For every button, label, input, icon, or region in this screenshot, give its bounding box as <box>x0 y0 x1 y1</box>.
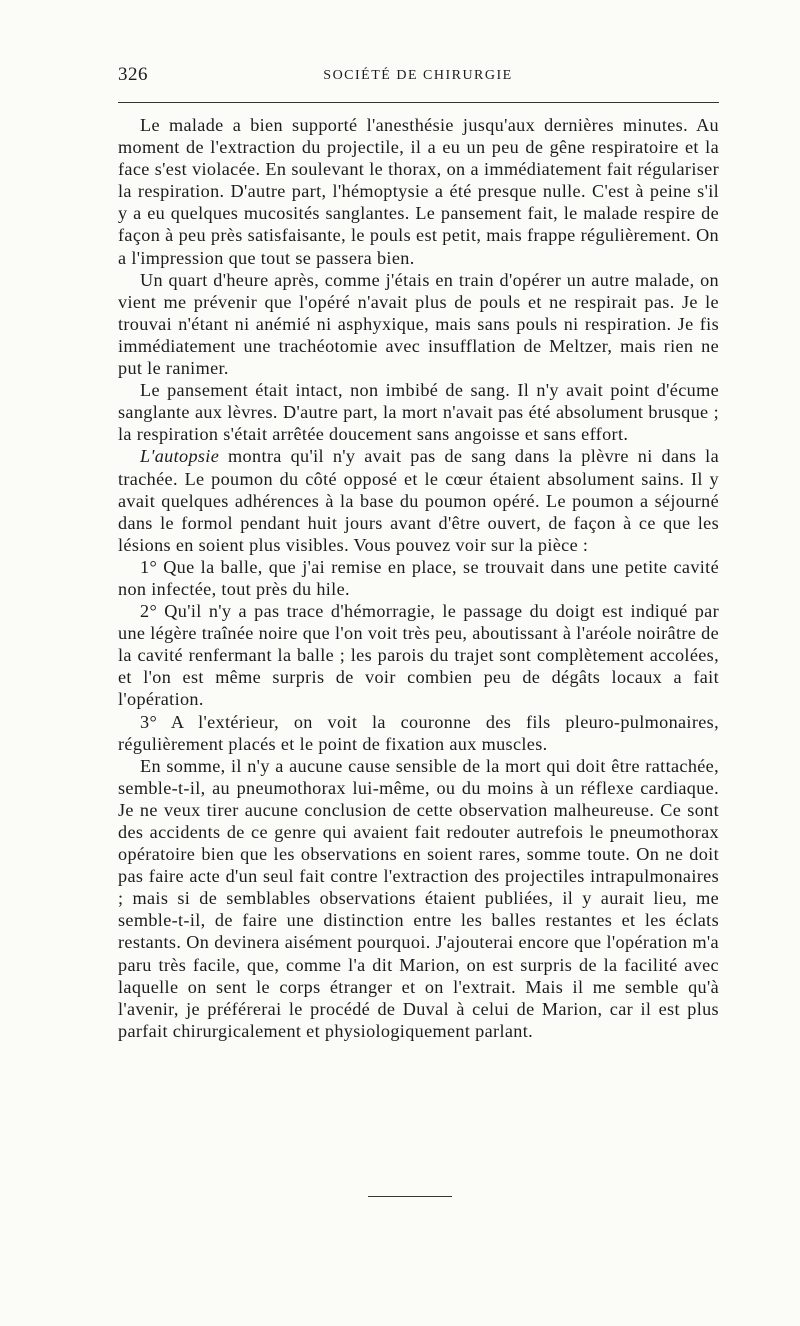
point-2: 2° Qu'il n'y a pas trace d'hémorragie, le passage du doigt est indiqué par une légère traînée noire que l'on voit très peu, aboutissant à l'aréole noirâtre de la cavité renfermant la balle ; les parois du trajet sont complètement accolées, et l'on est même surpris de voir combien peu de dégâts locaux a fait l'opération. <box>118 601 719 710</box>
footer-rule <box>368 1196 452 1197</box>
page-header <box>118 64 718 94</box>
autopsy-text: montra qu'il n'y avait pas de sang dans la plèvre ni dans la trachée. Le poumon du côté opposé et le cœur étaient absolument sains. Il y avait quelques adhérences à la base du poumon opéré. Le poumon a séjourné dans le formol pendant huit jours avant d'être ouvert, de façon à ce que les lésions en soient plus visibles. Vous pouvez voir sur la pièce : <box>118 446 719 555</box>
paragraph-quarter-hour: Un quart d'heure après, comme j'étais en train d'opérer un autre malade, on vient me prévenir que l'opéré n'avait plus de pouls et ne respirait pas. Je le trouvai n'étant ni anémié ni asphyxique, mais sans pouls ni respiration. Je fis immédiatement une trachéotomie avec insufflation de Meltzer, mais rien ne put le ranimer. <box>118 269 719 379</box>
paragraph-conclusion: En somme, il n'y a aucune cause sensible de la mort qui doit être rattachée, semble-t-il, au pneumothorax lui-même, ou du moins à un réflexe cardiaque. Je ne veux tirer aucune conclusion de cette observation malheureuse. Ce sont des accidents de ce genre qui avaient fait redouter autrefois le pneumothorax opératoire bien que les observations en soient rares, somme toute. On ne doit pas faire acte d'un seul fait contre l'extraction des projectiles intrapulmonaires ; mais si de semblables observations étaient publiées, il y aurait lieu, me semble-t-il, de faire une distinction entre les balles restantes et les éclats restants. On devinera aisément pourquoi. J'ajouterai encore que l'opération m'a paru très facile, que, comme l'a dit Marion, on est surpris de la facilité avec laquelle on sent le corps étranger et on l'extrait. Mais il me semble qu'à l'avenir, je préférerai le procédé de Duval à celui de Marion, car il est plus parfait chirurgicalement et physiologiquement parlant. <box>118 755 719 1041</box>
running-title: SOCIÉTÉ DE CHIRURGIE <box>323 68 513 83</box>
body-text <box>118 114 719 1042</box>
paragraph-autopsy <box>118 445 719 555</box>
header-rule <box>118 102 719 103</box>
point-3: 3° A l'extérieur, on voit la couronne des fils pleuro-pulmonaires, régulièrement placés et le point de fixation aux muscles. <box>118 711 719 754</box>
page-number: 326 <box>118 64 148 85</box>
paragraph-dressing: Le pansement était intact, non imbibé de sang. Il n'y avait point d'écume sanglante aux lèvres. D'autre part, la mort n'avait pas été absolument brusque ; la respiration s'était arrêtée doucement sans angoisse et sans effort. <box>118 380 719 445</box>
paragraph-anesthesia: Le malade a bien supporté l'anesthésie jusqu'aux dernières minutes. Au moment de l'extraction du projectile, il a eu un peu de gêne respiratoire et la face s'est violacée. En soulevant le thorax, on a immédiatement fait régulariser la respiration. D'autre part, l'hémoptysie a été presque nulle. C'est à peine s'il y a eu quelques mucosités sanglantes. Le pansement fait, le malade respire de façon à peu près satisfaisante, le pouls est petit, mais frappe régulièrement. On a l'impression que tout se passera bien. <box>118 115 719 268</box>
autopsy-term: L'autopsie <box>140 446 220 467</box>
point-1: 1° Que la balle, que j'ai remise en place, se trouvait dans une petite cavité non infectée, tout près du hile. <box>118 556 719 599</box>
